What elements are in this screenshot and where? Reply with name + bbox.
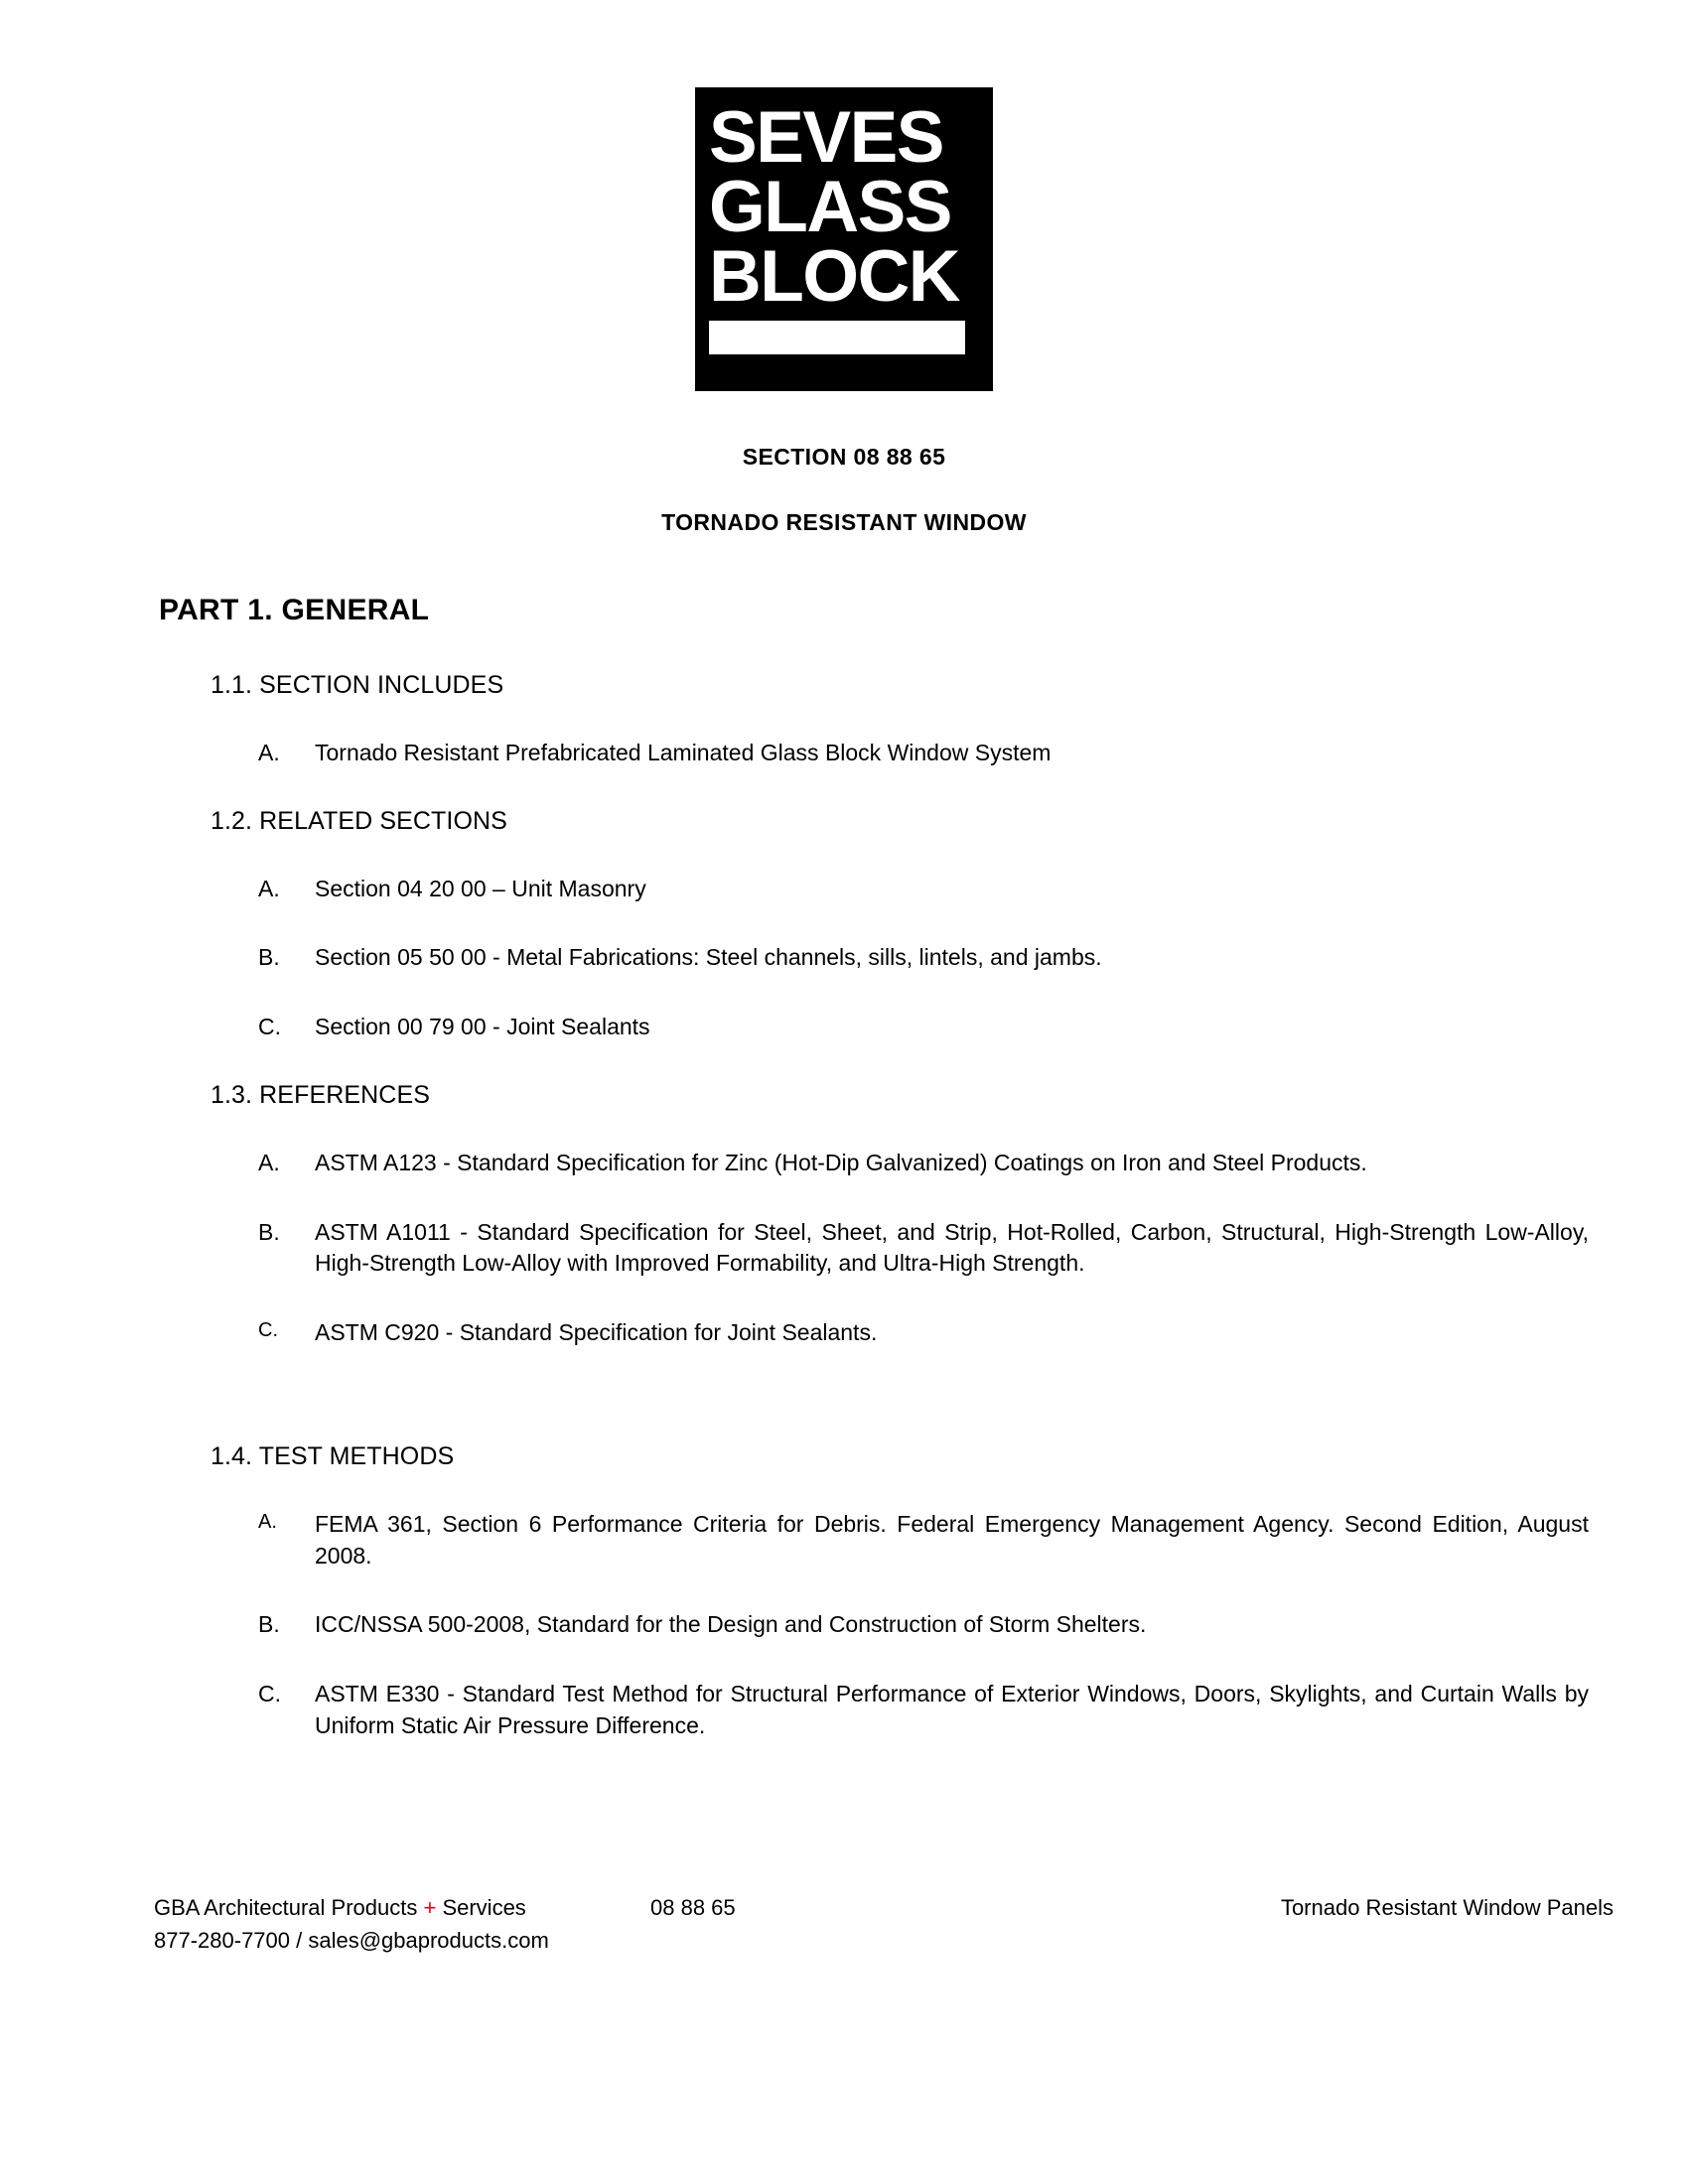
list-item	[258, 1609, 1589, 1641]
page-footer	[154, 1892, 1614, 1956]
list-item	[258, 942, 1589, 974]
list-item-label: B.	[258, 1218, 280, 1245]
section-items	[159, 874, 1589, 1043]
footer-row-1	[154, 1892, 1614, 1923]
list-item	[258, 1679, 1589, 1741]
footer-contact: 877-280-7700 / sales@gbaproducts.com	[154, 1928, 549, 1954]
list-item-text: Section 04 20 00 – Unit Masonry	[315, 875, 646, 901]
list-item-text: ASTM A123 - Standard Specification for Zinc (Hot-Dip Galvanized) Coatings on Iron and Steel Products.	[315, 1149, 1367, 1175]
logo-white-bar	[709, 321, 965, 354]
list-item-text: ICC/NSSA 500-2008, Standard for the Design and Construction of Storm Shelters.	[315, 1611, 1147, 1638]
list-item-label: C.	[258, 1681, 281, 1707]
section-1-4	[159, 1442, 1589, 1742]
list-item-text: Tornado Resistant Prefabricated Laminated Glass Block Window System	[315, 740, 1052, 765]
plus-icon: +	[423, 1895, 437, 1920]
seves-glass-block-logo	[695, 87, 993, 391]
page-title: TORNADO RESISTANT WINDOW	[661, 509, 1027, 535]
footer-section-number: 08 88 65	[650, 1895, 736, 1920]
list-item-label: A.	[258, 875, 280, 901]
list-item-text: Section 00 79 00 - Joint Sealants	[315, 1014, 650, 1040]
list-item	[258, 874, 1589, 905]
footer-company	[154, 1892, 650, 1923]
list-item	[258, 1317, 1589, 1349]
list-item	[258, 1509, 1589, 1571]
footer-row-2	[154, 1925, 1614, 1956]
list-item	[258, 1012, 1589, 1043]
footer-company-part2: Services	[436, 1895, 526, 1920]
list-item-text: ASTM A1011 - Standard Specification for Steel, Sheet, and Strip, Hot-Rolled, Carbon, Structural, High-Strength Low-Alloy, High-Strength Low-Alloy with Improved Formability, and Ultra-High Strength.	[315, 1218, 1589, 1277]
list-item	[258, 1148, 1589, 1179]
section-heading: 1.2. RELATED SECTIONS	[211, 806, 507, 835]
list-item-label: C.	[258, 1014, 281, 1040]
part-heading: PART 1. GENERAL	[159, 594, 430, 626]
list-item-label: B.	[258, 944, 280, 971]
list-item-text: Section 05 50 00 - Metal Fabrications: Steel channels, sills, lintels, and jambs.	[315, 944, 1102, 971]
list-item-text: ASTM E330 - Standard Test Method for Structural Performance of Exterior Windows, Doors, Skylights, and Curtain Walls by Uniform Static Air Pressure Difference.	[315, 1681, 1589, 1738]
section-1-3	[159, 1081, 1589, 1349]
section-heading: 1.3. REFERENCES	[211, 1080, 431, 1109]
section-heading: 1.1. SECTION INCLUDES	[211, 671, 504, 699]
section-items	[159, 1148, 1589, 1349]
document-body	[159, 594, 1589, 1780]
section-spacer	[159, 1387, 1589, 1442]
logo-line-2: GLASS	[709, 167, 951, 248]
list-item-label: B.	[258, 1611, 280, 1638]
section-heading: 1.4. TEST METHODS	[211, 1441, 455, 1470]
list-item-text: FEMA 361, Section 6 Performance Criteria for Debris. Federal Emergency Management Agency. Second Edition, August 2008.	[315, 1510, 1589, 1569]
list-item	[258, 1217, 1589, 1280]
logo-wrapper	[0, 87, 1688, 391]
section-1-1	[159, 671, 1589, 769]
logo-line-1: SEVES	[709, 97, 943, 178]
footer-company-part1: GBA Architectural Products	[154, 1895, 424, 1920]
section-1-2	[159, 807, 1589, 1043]
list-item-label: A.	[258, 740, 280, 765]
section-items	[159, 1509, 1589, 1742]
logo-line-3: BLOCK	[709, 236, 960, 318]
list-item-label: C.	[258, 1319, 278, 1342]
list-item-text: ASTM C920 - Standard Specification for Joint Sealants.	[315, 1319, 878, 1346]
list-item-label: A.	[258, 1149, 280, 1175]
list-item-label: A.	[258, 1510, 277, 1533]
footer-document-title: Tornado Resistant Window Panels	[1280, 1895, 1614, 1920]
section-number-heading: SECTION 08 88 65	[742, 444, 946, 470]
list-item	[258, 738, 1589, 769]
section-items	[159, 738, 1589, 769]
